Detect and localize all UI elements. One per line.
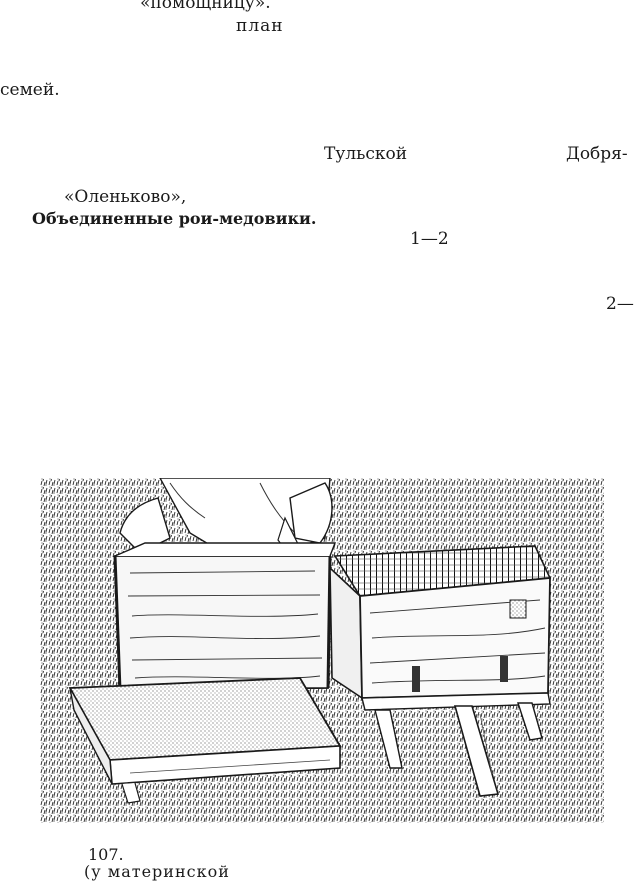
text-fragment-heading: Объединенные рои-медовики. bbox=[32, 209, 317, 228]
entrance-bar-left bbox=[412, 666, 420, 692]
text-fragment-olenkovo: «Оленьково», bbox=[64, 187, 187, 207]
left-hive-body bbox=[115, 556, 330, 690]
text-fragment-2-dash: 2— bbox=[606, 294, 634, 314]
beehive-illustration bbox=[40, 478, 604, 823]
text-fragment-semei: семей. bbox=[0, 80, 60, 100]
text-fragment-plan: план bbox=[236, 16, 284, 36]
figure-caption: (у материнской bbox=[84, 862, 230, 881]
text-fragment-tulskoi: Тульской bbox=[324, 144, 408, 164]
text-fragment-pomoshnitsu: «помощницу». bbox=[140, 0, 271, 13]
text-fragment-range-1-2: 1—2 bbox=[410, 229, 449, 249]
hive-label-plate bbox=[510, 600, 526, 618]
entrance-bar-right bbox=[500, 656, 508, 682]
figure-number: 107. bbox=[88, 845, 124, 864]
text-fragment-dobrya: Добря- bbox=[566, 144, 628, 164]
